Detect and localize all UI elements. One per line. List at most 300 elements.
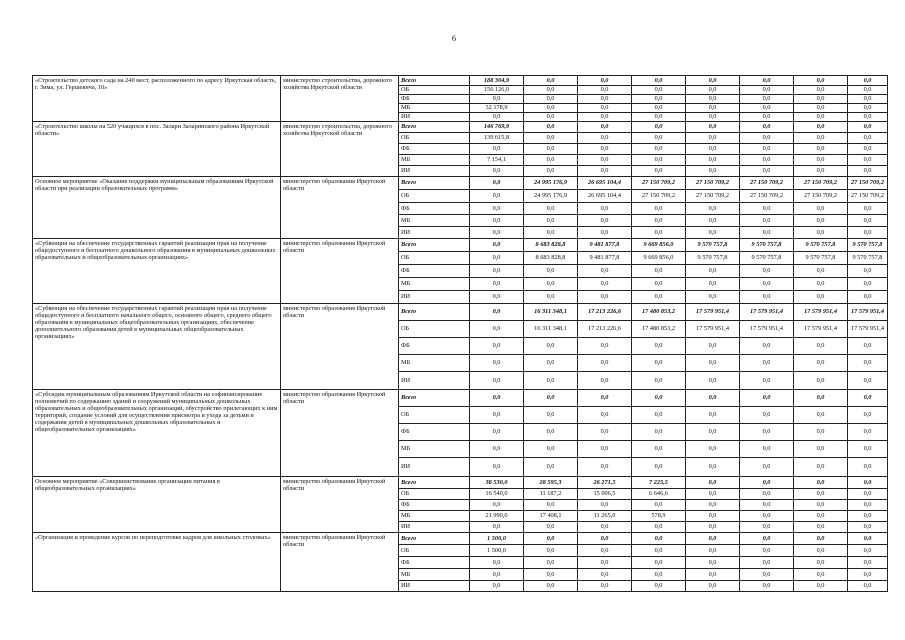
amount-cell: 9 669 856,0 [632,239,686,252]
amount-cell: 0,0 [524,424,578,441]
executor-cell: министерство образования Иркутской области [281,477,399,533]
amount-cell: 0,0 [848,477,888,489]
amount-cell: 0,0 [740,511,794,522]
amount-cell: 0,0 [740,355,794,372]
amount-cell: 0,0 [740,372,794,390]
amount-cell: 0,0 [578,390,632,407]
amount-cell: 0,0 [470,177,524,190]
funding-source-cell: МБ [399,278,470,291]
amount-cell: 0,0 [632,104,686,113]
amount-cell: 0,0 [524,390,578,407]
amount-cell: 0,0 [578,95,632,104]
amount-cell: 0,0 [632,569,686,581]
amount-cell: 0,0 [470,424,524,441]
table-row [33,239,888,252]
amount-cell: 0,0 [848,533,888,545]
amount-cell: 0,0 [686,291,740,304]
amount-cell: 0,0 [848,166,888,177]
amount-cell: 27 150 709,2 [794,190,848,203]
amount-cell: 32 178,9 [470,104,524,113]
amount-cell: 0,0 [794,155,848,166]
amount-cell: 0,0 [632,166,686,177]
amount-cell: 0,0 [470,569,524,581]
amount-cell: 0,0 [578,166,632,177]
amount-cell: 0,0 [524,533,578,545]
amount-cell: 16 311 348,1 [524,304,578,321]
amount-cell: 9 669 856,0 [632,252,686,265]
amount-cell: 8 683 828,8 [524,252,578,265]
amount-cell: 0,0 [524,557,578,569]
amount-cell: 0,0 [470,372,524,390]
amount-cell: 0,0 [632,155,686,166]
amount-cell: 0,0 [740,265,794,278]
amount-cell: 0,0 [740,338,794,355]
amount-cell: 0,0 [848,500,888,511]
amount-cell: 0,0 [470,190,524,203]
amount-cell: 0,0 [794,533,848,545]
amount-cell: 0,0 [686,215,740,227]
amount-cell: 0,0 [578,545,632,557]
amount-cell: 0,0 [632,215,686,227]
amount-cell: 0,0 [686,355,740,372]
amount-cell: 0,0 [578,557,632,569]
table-row [33,390,888,407]
amount-cell: 0,0 [686,557,740,569]
funding-source-cell: МБ [399,215,470,227]
table-row [33,122,888,133]
amount-cell: 0,0 [686,569,740,581]
amount-cell: 0,0 [524,407,578,424]
amount-cell: 0,0 [686,144,740,155]
amount-cell: 0,0 [740,104,794,113]
amount-cell: 0,0 [632,458,686,477]
executor-cell: министерство строительства, дорожного хозяйства Иркутской области [281,76,399,122]
amount-cell: 0,0 [524,155,578,166]
amount-cell: 0,0 [794,76,848,86]
funding-source-cell: ОБ [399,190,470,203]
amount-cell: 17 579 951,4 [686,321,740,338]
amount-cell: 0,0 [632,113,686,122]
amount-cell: 0,0 [524,291,578,304]
amount-cell: 0,0 [740,477,794,489]
amount-cell: 0,0 [848,155,888,166]
amount-cell: 0,0 [794,355,848,372]
amount-cell: 0,0 [470,215,524,227]
amount-cell: 0,0 [740,522,794,533]
amount-cell: 9 570 757,8 [740,239,794,252]
amount-cell: 0,0 [848,355,888,372]
funding-source-cell: МБ [399,569,470,581]
amount-cell: 17 579 951,4 [740,304,794,321]
funding-source-cell: ИИ [399,522,470,533]
amount-cell: 27 150 709,2 [848,190,888,203]
amount-cell: 0,0 [470,407,524,424]
amount-cell: 0,0 [740,227,794,239]
amount-cell: 0,0 [578,355,632,372]
amount-cell: 0,0 [794,278,848,291]
amount-cell: 27 150 709,2 [632,190,686,203]
table-row [33,76,888,86]
amount-cell: 0,0 [794,113,848,122]
funding-source-cell: Всего [399,304,470,321]
amount-cell: 1 500,0 [470,533,524,545]
amount-cell: 0,0 [794,338,848,355]
amount-cell: 139 615,8 [470,133,524,144]
amount-cell: 0,0 [686,155,740,166]
amount-cell: 0,0 [686,477,740,489]
amount-cell: 0,0 [470,522,524,533]
amount-cell: 0,0 [794,569,848,581]
funding-source-cell: ФБ [399,144,470,155]
amount-cell: 0,0 [524,144,578,155]
amount-cell: 0,0 [848,372,888,390]
amount-cell: 0,0 [470,227,524,239]
amount-cell: 0,0 [848,458,888,477]
amount-cell: 0,0 [524,76,578,86]
amount-cell: 0,0 [470,581,524,592]
amount-cell: 0,0 [632,545,686,557]
table-row [33,177,888,190]
funding-source-cell: ИИ [399,113,470,122]
amount-cell: 0,0 [686,122,740,133]
amount-cell: 0,0 [578,122,632,133]
amount-cell: 0,0 [848,441,888,458]
amount-cell: 0,0 [524,113,578,122]
amount-cell: 0,0 [578,522,632,533]
amount-cell: 0,0 [794,407,848,424]
amount-cell: 0,0 [470,355,524,372]
amount-cell: 0,0 [794,424,848,441]
amount-cell: 0,0 [794,500,848,511]
amount-cell: 0,0 [470,252,524,265]
amount-cell: 0,0 [578,407,632,424]
amount-cell: 0,0 [686,581,740,592]
measure-name-cell: Основное мероприятие «Совершенствование организации питания в общеобразовательных организациях» [33,477,281,533]
amount-cell: 0,0 [632,338,686,355]
executor-cell: министерство образования Иркутской области [281,239,399,304]
amount-cell: 0,0 [740,291,794,304]
amount-cell: 0,0 [524,122,578,133]
amount-cell: 9 570 757,8 [848,239,888,252]
amount-cell: 0,0 [794,522,848,533]
amount-cell: 9 570 757,8 [848,252,888,265]
amount-cell: 0,0 [470,265,524,278]
amount-cell: 0,0 [524,372,578,390]
amount-cell: 0,0 [740,76,794,86]
amount-cell: 0,0 [524,441,578,458]
amount-cell: 0,0 [632,227,686,239]
amount-cell: 0,0 [740,407,794,424]
amount-cell: 0,0 [578,500,632,511]
amount-cell: 156 126,0 [470,86,524,95]
amount-cell: 188 304,9 [470,76,524,86]
amount-cell: 0,0 [848,424,888,441]
amount-cell: 0,0 [524,133,578,144]
amount-cell: 0,0 [686,458,740,477]
amount-cell: 0,0 [740,569,794,581]
amount-cell: 0,0 [632,76,686,86]
amount-cell: 1 500,0 [470,545,524,557]
amount-cell: 0,0 [632,424,686,441]
amount-cell: 16 540,0 [470,489,524,500]
amount-cell: 0,0 [740,278,794,291]
amount-cell: 9 481 877,8 [578,252,632,265]
funding-source-cell: ОБ [399,407,470,424]
amount-cell: 0,0 [686,489,740,500]
amount-cell: 0,0 [686,227,740,239]
amount-cell: 21 990,0 [470,511,524,522]
amount-cell: 0,0 [632,278,686,291]
amount-cell: 7 154,1 [470,155,524,166]
amount-cell: 0,0 [578,227,632,239]
amount-cell: 0,0 [740,86,794,95]
amount-cell: 0,0 [794,441,848,458]
amount-cell: 27 150 709,2 [794,177,848,190]
amount-cell: 8 683 828,8 [524,239,578,252]
amount-cell: 0,0 [740,133,794,144]
amount-cell: 0,0 [686,522,740,533]
amount-cell: 17 579 951,4 [848,321,888,338]
funding-source-cell: ФБ [399,265,470,278]
amount-cell: 0,0 [524,458,578,477]
amount-cell: 0,0 [524,581,578,592]
amount-cell: 0,0 [848,227,888,239]
amount-cell: 0,0 [740,581,794,592]
amount-cell: 0,0 [848,581,888,592]
funding-source-cell: ФБ [399,95,470,104]
amount-cell: 0,0 [686,104,740,113]
amount-cell: 0,0 [686,424,740,441]
funding-source-cell: ФБ [399,557,470,569]
amount-cell: 0,0 [470,390,524,407]
amount-cell: 38 530,0 [470,477,524,489]
amount-cell: 0,0 [848,95,888,104]
amount-cell: 9 570 757,8 [740,252,794,265]
amount-cell: 27 150 709,2 [632,177,686,190]
amount-cell: 0,0 [470,458,524,477]
funding-source-cell: ОБ [399,133,470,144]
amount-cell: 0,0 [794,557,848,569]
amount-cell: 0,0 [848,407,888,424]
amount-cell: 0,0 [686,390,740,407]
amount-cell: 9 481 877,8 [578,239,632,252]
amount-cell: 0,0 [686,86,740,95]
amount-cell: 0,0 [848,557,888,569]
amount-cell: 15 006,5 [578,489,632,500]
amount-cell: 0,0 [470,441,524,458]
amount-cell: 0,0 [794,291,848,304]
amount-cell: 0,0 [578,76,632,86]
funding-source-cell: ИИ [399,166,470,177]
amount-cell: 17 480 853,2 [632,304,686,321]
amount-cell: 0,0 [686,533,740,545]
amount-cell: 11 265,0 [578,511,632,522]
amount-cell: 0,0 [470,291,524,304]
amount-cell: 0,0 [686,133,740,144]
amount-cell: 0,0 [632,144,686,155]
amount-cell: 0,0 [794,511,848,522]
funding-source-cell: ОБ [399,252,470,265]
funding-source-cell: Всего [399,477,470,489]
amount-cell: 0,0 [848,390,888,407]
amount-cell: 0,0 [632,265,686,278]
amount-cell: 0,0 [740,155,794,166]
amount-cell: 0,0 [578,338,632,355]
amount-cell: 0,0 [794,227,848,239]
amount-cell: 0,0 [848,104,888,113]
amount-cell: 0,0 [740,390,794,407]
amount-cell: 0,0 [524,278,578,291]
amount-cell: 0,0 [470,239,524,252]
funding-source-cell: Всего [399,239,470,252]
amount-cell: 0,0 [848,76,888,86]
amount-cell: 0,0 [578,424,632,441]
funding-source-cell: МБ [399,511,470,522]
amount-cell: 26 271,5 [578,477,632,489]
funding-source-cell: ОБ [399,545,470,557]
amount-cell: 0,0 [578,144,632,155]
amount-cell: 0,0 [524,569,578,581]
amount-cell: 27 150 709,2 [740,190,794,203]
amount-cell: 0,0 [686,203,740,215]
amount-cell: 17 579 951,4 [686,304,740,321]
amount-cell: 0,0 [578,458,632,477]
amount-cell: 0,0 [740,215,794,227]
funding-source-cell: ИИ [399,291,470,304]
amount-cell: 0,0 [848,278,888,291]
amount-cell: 24 995 176,9 [524,177,578,190]
amount-cell: 0,0 [794,144,848,155]
amount-cell: 0,0 [740,557,794,569]
amount-cell: 0,0 [794,95,848,104]
amount-cell: 0,0 [524,500,578,511]
funding-source-cell: Всего [399,533,470,545]
amount-cell: 0,0 [578,86,632,95]
measure-name-cell: «Строительство школы на 520 учащихся в пос. Залари Заларинского района Иркутской области» [33,122,281,177]
amount-cell: 0,0 [524,545,578,557]
amount-cell: 27 150 709,2 [740,177,794,190]
amount-cell: 27 150 709,2 [686,177,740,190]
amount-cell: 0,0 [740,113,794,122]
table-row [33,304,888,321]
amount-cell: 0,0 [794,86,848,95]
amount-cell: 7 225,5 [632,477,686,489]
amount-cell: 0,0 [794,133,848,144]
executor-cell: министерство образования Иркутской области [281,390,399,477]
amount-cell: 0,0 [470,278,524,291]
amount-cell: 0,0 [524,86,578,95]
amount-cell: 0,0 [740,203,794,215]
amount-cell: 0,0 [740,144,794,155]
amount-cell: 0,0 [848,545,888,557]
funding-source-cell: ФБ [399,424,470,441]
amount-cell: 9 570 757,8 [794,252,848,265]
funding-source-cell: МБ [399,104,470,113]
amount-cell: 0,0 [794,122,848,133]
amount-cell: 0,0 [632,95,686,104]
amount-cell: 0,0 [578,291,632,304]
amount-cell: 0,0 [794,477,848,489]
amount-cell: 0,0 [686,278,740,291]
amount-cell: 0,0 [740,122,794,133]
amount-cell: 0,0 [578,581,632,592]
amount-cell: 0,0 [470,144,524,155]
amount-cell: 17 480 853,2 [632,321,686,338]
measure-name-cell: «Субвенция на обеспечение государственных гарантий реализации прав на получение общедоступного и бесплатного дошкольного образования в муниципальных дошкольных образовательных и общеобразовательных организациях» [33,239,281,304]
amount-cell: 0,0 [740,533,794,545]
amount-cell: 0,0 [740,166,794,177]
amount-cell: 0,0 [794,390,848,407]
amount-cell: 0,0 [686,76,740,86]
funding-source-cell: МБ [399,441,470,458]
amount-cell: 0,0 [848,291,888,304]
amount-cell: 9 570 757,8 [686,239,740,252]
amount-cell: 0,0 [578,113,632,122]
funding-source-cell: МБ [399,355,470,372]
table-row [33,477,888,489]
amount-cell: 0,0 [848,133,888,144]
funding-source-cell: ФБ [399,203,470,215]
amount-cell: 0,0 [524,95,578,104]
amount-cell: 146 769,9 [470,122,524,133]
amount-cell: 0,0 [578,372,632,390]
amount-cell: 0,0 [686,441,740,458]
amount-cell: 0,0 [470,321,524,338]
funding-source-cell: ИИ [399,581,470,592]
amount-cell: 24 995 176,9 [524,190,578,203]
amount-cell: 0,0 [686,166,740,177]
amount-cell: 0,0 [686,265,740,278]
amount-cell: 0,0 [848,215,888,227]
amount-cell: 0,0 [848,338,888,355]
amount-cell: 0,0 [524,355,578,372]
amount-cell: 0,0 [794,215,848,227]
amount-cell: 0,0 [578,278,632,291]
amount-cell: 0,0 [848,203,888,215]
table-row [33,533,888,545]
funding-source-cell: ИИ [399,458,470,477]
amount-cell: 17 213 226,6 [578,321,632,338]
amount-cell: 0,0 [686,372,740,390]
amount-cell: 0,0 [632,122,686,133]
amount-cell: 17 579 951,4 [794,304,848,321]
amount-cell: 0,0 [686,500,740,511]
amount-cell: 17 213 226,6 [578,304,632,321]
amount-cell: 0,0 [470,203,524,215]
amount-cell: 0,0 [578,441,632,458]
amount-cell: 0,0 [578,215,632,227]
amount-cell: 0,0 [848,489,888,500]
amount-cell: 26 695 104,4 [578,190,632,203]
amount-cell: 0,0 [470,557,524,569]
funding-source-cell: Всего [399,122,470,133]
amount-cell: 0,0 [848,522,888,533]
amount-cell: 0,0 [848,86,888,95]
amount-cell: 0,0 [632,557,686,569]
amount-cell: 0,0 [524,203,578,215]
amount-cell: 0,0 [578,203,632,215]
amount-cell: 0,0 [578,155,632,166]
amount-cell: 0,0 [578,265,632,278]
funding-source-cell: Всего [399,390,470,407]
amount-cell: 0,0 [848,265,888,278]
amount-cell: 0,0 [470,500,524,511]
amount-cell: 0,0 [794,203,848,215]
amount-cell: 0,0 [740,424,794,441]
amount-cell: 0,0 [686,338,740,355]
amount-cell: 0,0 [848,569,888,581]
measure-name-cell: «Организация и проведение курсов по переподготовке кадров для школьных столовых» [33,533,281,592]
